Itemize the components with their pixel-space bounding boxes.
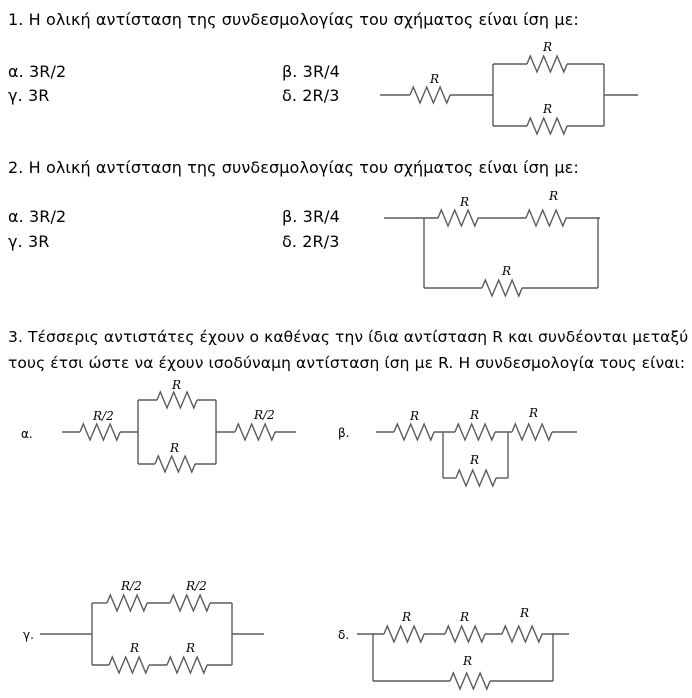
q3c-label-bottom-1: R — [130, 641, 140, 655]
q3b-label-1: R — [410, 409, 420, 423]
q1-option-b: β. 3R/4 — [282, 62, 340, 81]
q3b-resistor-4 — [456, 470, 496, 486]
q3b-label-3: R — [529, 406, 539, 420]
q2-label-1: R — [460, 195, 470, 209]
q3-option-c-label: γ. — [23, 628, 34, 642]
q3d-resistor-3 — [502, 626, 542, 642]
q3d-resistor-4 — [450, 673, 490, 689]
q3a-resistor-top — [157, 392, 197, 408]
q1-label-bottom: R — [543, 102, 553, 116]
q3d-resistor-1 — [384, 626, 424, 642]
q1-option-c: γ. 3R — [8, 86, 50, 105]
q3b-resistor-3 — [512, 424, 552, 440]
q1-option-a: α. 3R/2 — [8, 62, 67, 81]
q3b-resistor-2 — [455, 424, 495, 440]
q3c-label-bottom-2: R — [186, 641, 196, 655]
q1-resistor-series — [410, 87, 450, 103]
q3b-circuit — [376, 406, 577, 486]
q1-option-d: δ. 2R/3 — [282, 86, 340, 105]
q3a-label-bottom: R — [170, 441, 180, 455]
question-2-text: 2. Η ολική αντίσταση της συνδεσμολογίας του σχήματος είναι ίση με: — [8, 158, 579, 177]
q3-option-b-label: β. — [338, 426, 350, 440]
q3c-circuit — [40, 579, 264, 673]
q3b-label-2: R — [470, 408, 480, 422]
question-1-text: 1. Η ολική αντίσταση της συνδεσμολογίας του σχήματος είναι ίση με: — [8, 10, 579, 29]
q1-circuit — [380, 40, 638, 134]
q1-label-top: R — [543, 40, 553, 54]
q3c-label-top-1: R/2 — [121, 579, 142, 593]
q3c-resistor-top-2 — [170, 595, 210, 611]
q3c-resistor-bottom-2 — [167, 657, 207, 673]
q1-resistor-top — [527, 56, 567, 72]
q2-option-a: α. 3R/2 — [8, 207, 67, 226]
q3a-label-top: R — [172, 378, 182, 392]
q2-option-d: δ. 2R/3 — [282, 232, 340, 251]
q3a-resistor-right — [235, 424, 275, 440]
q3d-label-2: R — [460, 610, 470, 624]
q2-circuit — [384, 189, 600, 296]
q2-resistor-1 — [438, 210, 478, 226]
question-3-line-1: 3. Τέσσερις αντιστάτες έχουν ο καθένας την ίδια αντίσταση R και συνδέονται μεταξύ — [8, 328, 689, 346]
q3c-label-top-2: R/2 — [186, 579, 207, 593]
question-3-line-2: τους έτσι ώστε να έχουν ισοδύναμη αντίσταση ίση με R. Η συνδεσμολογία τους είναι: — [8, 354, 686, 372]
q2-label-2: R — [549, 189, 559, 203]
q1-label-series: R — [430, 72, 440, 86]
q3d-label-4: R — [463, 654, 473, 668]
q3a-resistor-left — [80, 424, 120, 440]
q3b-label-4: R — [470, 453, 480, 467]
q3a-label-left: R/2 — [93, 409, 114, 423]
q2-resistor-3 — [482, 280, 522, 296]
q3-option-a-label: α. — [21, 427, 33, 441]
q2-option-c: γ. 3R — [8, 232, 50, 251]
q3a-label-right: R/2 — [254, 408, 275, 422]
q3a-resistor-bottom — [155, 456, 195, 472]
q3c-resistor-bottom-1 — [109, 657, 149, 673]
q3d-label-3: R — [520, 606, 530, 620]
q3d-label-1: R — [402, 610, 412, 624]
q1-resistor-bottom — [527, 118, 567, 134]
q2-label-3: R — [502, 264, 512, 278]
q3d-circuit — [357, 606, 569, 689]
q2-resistor-2 — [526, 210, 566, 226]
q3c-resistor-top-1 — [107, 595, 147, 611]
q2-option-b: β. 3R/4 — [282, 207, 340, 226]
q3d-resistor-2 — [445, 626, 485, 642]
q3-option-d-label: δ. — [338, 628, 350, 642]
q3a-circuit — [62, 378, 296, 472]
q3b-resistor-1 — [394, 424, 434, 440]
